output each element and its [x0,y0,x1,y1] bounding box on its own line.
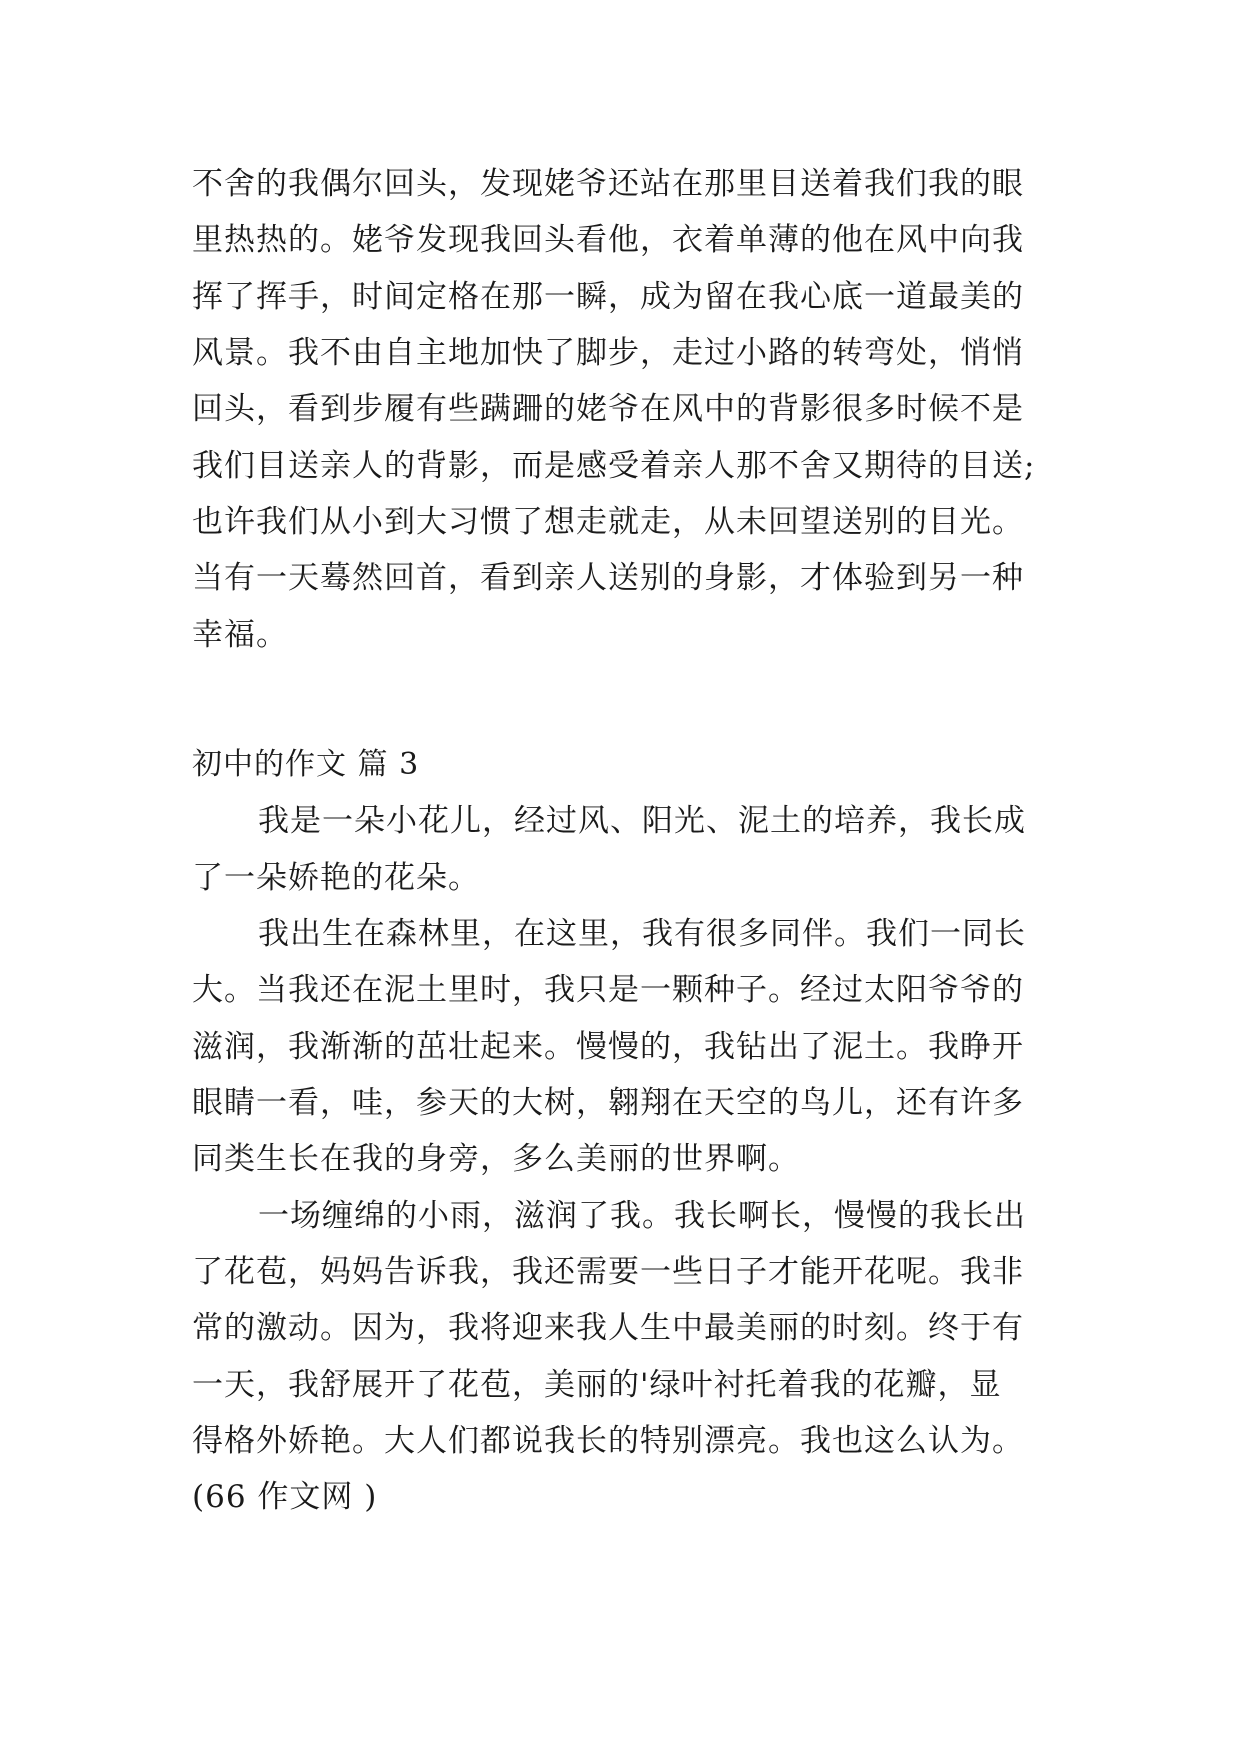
text-line: 得格外娇艳。大人们都说我长的特别漂亮。我也这么认为。 [192,1423,1024,1459]
text-line: 同类生长在我的身旁，多么美丽的世界啊。 [192,1141,800,1177]
text-line: 也许我们从小到大习惯了想走就走，从未回望送别的目光。 [192,504,1024,540]
text-line: 了花苞，妈妈告诉我，我还需要一些日子才能开花呢。我非 [192,1254,1024,1290]
text-line: 回头，看到步履有些蹒跚的姥爷在风中的背影很多时候不是 [192,391,1024,427]
text-line: 滋润，我渐渐的茁壮起来。慢慢的，我钻出了泥土。我睁开 [192,1029,1024,1065]
essay-title: 初中的作文 篇 3 [192,747,420,782]
text-line: 一场缠绵的小雨，滋润了我。我长啊长，慢慢的我长出 [258,1198,1026,1234]
text-line: 一天，我舒展开了花苞，美丽的'绿叶衬托着我的花瓣，显 [192,1367,1002,1403]
text-line: 我们目送亲人的背影，而是感受着亲人那不舍又期待的目送; [192,448,1036,484]
text-line: 幸福。 [192,617,288,653]
text-line: 大。当我还在泥土里时，我只是一颗种子。经过太阳爷爷的 [192,972,1024,1008]
text-line: 我出生在森林里，在这里，我有很多同伴。我们一同长 [258,916,1026,952]
text-line: 不舍的我偶尔回头，发现姥爷还站在那里目送着我们我的眼 [192,166,1024,202]
document-body [192,0,1072,1754]
text-line: 当有一天蓦然回首，看到亲人送别的身影，才体验到另一种 [192,560,1024,596]
text-line: 里热热的。姥爷发现我回头看他，衣着单薄的他在风中向我 [192,222,1024,258]
text-line: (66 作文网 ) [192,1479,378,1515]
text-line: 我是一朵小花儿，经过风、阳光、泥土的培养，我长成 [258,803,1026,839]
text-line: 挥了挥手，时间定格在那一瞬，成为留在我心底一道最美的 [192,279,1024,315]
text-line: 常的激动。因为，我将迎来我人生中最美丽的时刻。终于有 [192,1310,1024,1346]
text-line: 眼睛一看，哇，参天的大树，翱翔在天空的鸟儿，还有许多 [192,1085,1024,1121]
text-line: 了一朵娇艳的花朵。 [192,860,480,896]
text-line: 风景。我不由自主地加快了脚步，走过小路的转弯处，悄悄 [192,335,1024,371]
